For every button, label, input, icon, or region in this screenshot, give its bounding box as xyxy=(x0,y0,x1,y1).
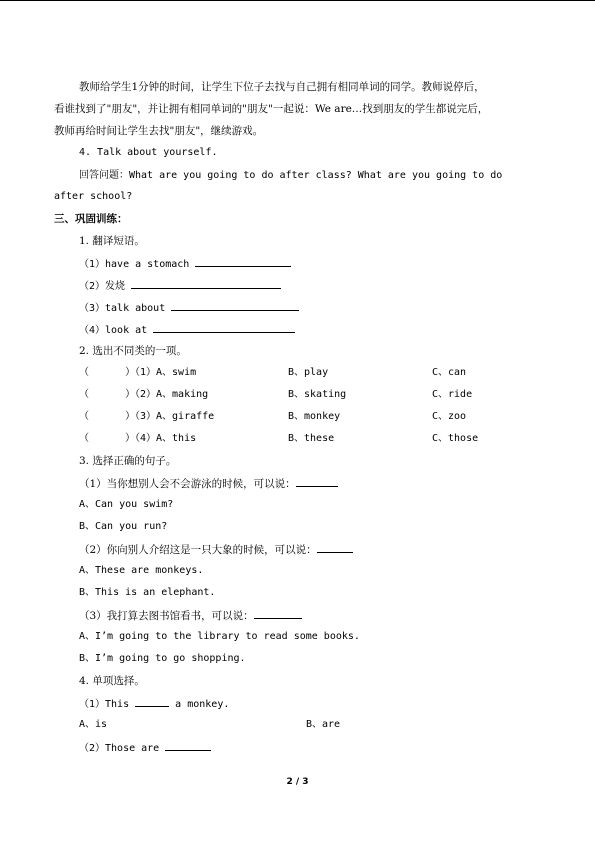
ex2-row-3-b: B、monkey xyxy=(288,411,341,422)
ex4-q1-option-b: B、are xyxy=(306,719,341,730)
ex3-q2: （2）你向别人介绍这是一只大象的时候，可以说： xyxy=(79,542,353,557)
ex1-title: 1. 翻译短语。 xyxy=(79,235,145,247)
answer-blank[interactable] xyxy=(131,278,281,289)
item4-question-2: after school? xyxy=(54,191,133,202)
ex1-item-4: （4）look at xyxy=(79,322,295,338)
ex2-row-3-c: C、zoo xyxy=(432,411,467,422)
ex2-row-1-a: （1）A、swim xyxy=(130,367,197,378)
ex1-item-1: （1）have a stomach xyxy=(79,256,291,272)
ex3-title: 3. 选择正确的句子。 xyxy=(79,455,177,467)
section-title: 三、巩固训练： xyxy=(54,213,128,225)
answer-blank[interactable] xyxy=(296,476,338,487)
ex2-row-4-paren[interactable]: （ ） xyxy=(79,433,136,444)
ex4-q1: （1）This a monkey. xyxy=(79,696,229,712)
header-rule xyxy=(0,0,595,1)
item4-question-1: 回答问题：What are you going to do after class? What are you going to do xyxy=(79,170,503,181)
item4-title: 4. Talk about yourself. xyxy=(79,147,218,158)
answer-blank[interactable] xyxy=(254,608,302,619)
answer-blank[interactable] xyxy=(153,322,295,333)
ex3-q1-option-b: B、Can you run? xyxy=(79,521,168,532)
para-line-3: 教师再给时间让学生去找"朋友"，继续游戏。 xyxy=(54,125,264,137)
ex1-item-3: （3）talk about xyxy=(79,300,299,316)
ex2-row-3-paren[interactable]: （ ） xyxy=(79,411,136,422)
para-line-2: 看谁找到了"朋友"，并让拥有相同单词的"朋友"一起说：We are…找到朋友的学生都说完后， xyxy=(54,103,489,115)
ex2-row-2-b: B、skating xyxy=(288,389,347,400)
ex3-q2-option-b: B、This is an elephant. xyxy=(79,587,216,598)
para-line-1: 教师给学生1分钟的时间，让学生下位子去找与自己拥有相同单词的同学。教师说停后， xyxy=(79,81,485,93)
ex2-row-1-b: B、play xyxy=(288,367,329,378)
ex3-q3-option-a: A、I’m going to the library to read some books. xyxy=(79,631,360,642)
ex2-row-2-paren[interactable]: （ ） xyxy=(79,389,136,400)
answer-blank[interactable] xyxy=(195,256,291,267)
ex3-q3-option-b: B、I’m going to go shopping. xyxy=(79,653,246,664)
ex2-row-1-paren[interactable]: （ ） xyxy=(79,367,136,378)
answer-blank[interactable] xyxy=(165,740,211,751)
ex2-row-4-a: （4）A、this xyxy=(130,433,197,444)
answer-blank[interactable] xyxy=(135,696,169,707)
ex2-row-4-b: B、these xyxy=(288,433,335,444)
answer-blank[interactable] xyxy=(171,300,299,311)
ex3-q1: （1）当你想别人会不会游泳的时候，可以说： xyxy=(79,476,338,491)
ex3-q2-option-a: A、These are monkeys. xyxy=(79,565,204,576)
ex2-row-3-a: （3）A、giraffe xyxy=(130,411,215,422)
ex4-title: 4. 单项选择。 xyxy=(79,675,145,687)
ex2-row-4-c: C、those xyxy=(432,433,479,444)
ex4-q2: （2）Those are xyxy=(79,740,211,756)
ex1-item-2: （2）发烧 xyxy=(79,278,281,294)
ex2-row-2-a: （2）A、making xyxy=(130,389,209,400)
ex2-row-1-c: C、can xyxy=(432,367,467,378)
ex3-q1-option-a: A、Can you swim? xyxy=(79,499,174,510)
ex2-row-2-c: C、ride xyxy=(432,389,473,400)
ex2-title: 2. 选出不同类的一项。 xyxy=(79,345,187,357)
ex3-q3: （3）我打算去图书馆看书，可以说： xyxy=(79,608,302,623)
page-number: 2 / 3 xyxy=(286,777,309,787)
ex4-q1-option-a: A、is xyxy=(79,719,108,730)
answer-blank[interactable] xyxy=(317,542,353,553)
